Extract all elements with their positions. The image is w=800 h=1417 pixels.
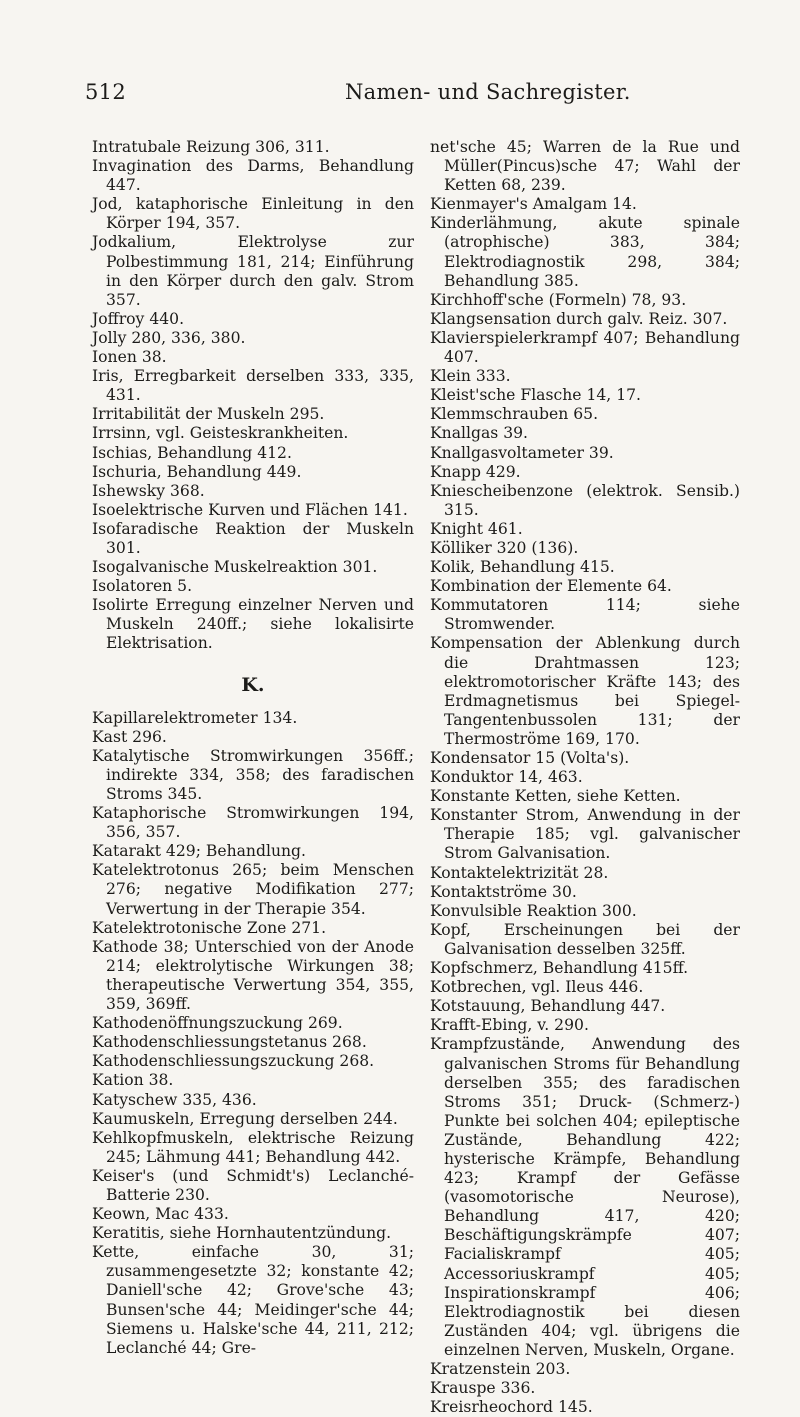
index-entry: Kaumuskeln, Erregung derselben 244. [92,1109,398,1128]
index-entry: Konduktor 14, 463. [430,768,583,787]
index-entry: Katelektrotonische Zone 271. [92,918,327,937]
index-entry: Kette, einfache 30, 31; zusammengesetzte 32; konstante 42; Daniell'sche 42; Grove'sche 43; Bunsen'sche 44; Meidinger'sche 44; Siemens u. Halske'sche 44, 211, 212; Leclanché 44; Gre- [92,1243,414,1357]
index-entry: Klein 333. [430,367,511,386]
index-entry: Isolirte Erregung einzelner Nerven und Muskeln 240ff.; siehe lokalisirte Elektrisation. [92,596,414,653]
index-entry: Intratubale Reizung 306, 311. [92,138,330,156]
index-entry: Kapillarelektrometer 134. [92,708,298,727]
index-entry: Ischuria, Behandlung 449. [92,462,302,481]
index-entry: Kathodenöffnungszuckung 269. [92,1014,343,1033]
index-entry: Kienmayer's Amalgam 14. [430,195,637,214]
index-entry: Isofaradische Reaktion der Muskeln 301. [92,519,414,557]
index-entry: Jolly 280, 336, 380. [92,328,246,347]
index-entry: Katarakt 429; Behandlung. [92,842,306,861]
index-entry: Knallgas 39. [430,424,529,443]
index-entry: Jod, kataphorische Einleitung in den Körper 194, 357. [92,195,414,233]
index-entry: Kehlkopfmuskeln, elektrische Reizung 245; Lähmung 441; Behandlung 442. [92,1128,414,1166]
page-number: 512 [85,80,126,104]
index-entry: Krafft-Ebing, v. 290. [430,1016,589,1035]
index-entry: Klemmschrauben 65. [430,405,599,424]
index-entry: Katyschew 335, 436. [92,1090,257,1109]
index-entry: Konstante Ketten, siehe Ketten. [430,787,681,806]
index-entry: Isoelektrische Kurven und Flächen 141. [92,500,408,519]
index-entry: Kast 296. [92,727,167,746]
index-entry: Irrsinn, vgl. Geisteskrankheiten. [92,424,349,443]
index-entry: Kathode 38; Unterschied von der Anode 214; elektrolytische Wirkungen 38; therapeutische Verwertung 354, 355, 359, 369ff. [92,937,414,1014]
index-entry: Jodkalium, Elektrolyse zur Polbestimmung 181, 214; Einführung in den Körper durch den galv. Strom 357. [92,233,414,309]
index-entry: Kreisrheochord 145. [430,1398,593,1417]
index-entry: Kotbrechen, vgl. Ileus 446. [430,978,644,997]
index-entry: Ishewsky 368. [92,481,205,500]
index-entry: Konstanter Strom, Anwendung in der Therapie 185; vgl. galvanischer Strom Galvanisation. [430,806,740,863]
index-entry: Krampfzustände, Anwendung des galvanischen Stroms für Behandlung derselben 355; des faradischen Stroms 351; Druck- (Schmerz-) Punkte bei solchen 404; epileptische Zustände, Behandlung 422; hysterische Krämpfe, Behandlung 423; Krampf der Gefässe (vasomotorische Neurose), Behandlung 417, 420; Beschäftigungskrämpfe 407; Facialiskrampf 405; Accessoriuskrampf 405; Inspirationskrampf 406; Elektrodiagnostik bei diesen Zuständen 404; vgl. übrigens die einzelnen Nerven, Muskeln, Organe. [430,1035,740,1359]
index-entry: Krauspe 336. [430,1379,536,1398]
index-entry: net'sche 45; Warren de la Rue und Müller(Pincus)sche 47; Wahl der Ketten 68, 239. [430,138,740,195]
index-entry: Klangsensation durch galv. Reiz. 307. [430,309,728,328]
index-entry: Konvulsible Reaktion 300. [430,901,637,920]
index-entry: Kommutatoren 114; siehe Stromwender. [430,596,740,634]
index-entry: Kontaktelektrizität 28. [430,863,609,882]
index-entry: Keiser's (und Schmidt's) Leclanché-Batterie 230. [92,1166,414,1204]
index-entry: Kleist'sche Flasche 14, 17. [430,386,641,405]
index-entry: Katelektrotonus 265; beim Menschen 276; negative Modifikation 277; Verwertung in der Therapie 354. [92,861,414,918]
index-entry: Kinderlähmung, akute spinale (atrophische) 383, 384; Elektrodiagnostik 298, 384; Behandlung 385. [430,214,740,290]
index-entry: Joffroy 440. [92,309,185,328]
index-entry: Irritabilität der Muskeln 295. [92,405,325,424]
index-entry: Kompensation der Ablenkung durch die Drahtmassen 123; elektromotorischer Kräfte 143; des Erdmagnetismus bei Spiegel-Tangentenbussolen 131; der Thermoströme 169, 170. [430,634,740,748]
index-entry: Knapp 429. [430,462,521,481]
index-entry: Kation 38. [92,1071,174,1090]
index-entry: Iris, Erregbarkeit derselben 333, 335, 431. [92,367,414,405]
index-entry: Kopfschmerz, Behandlung 415ff. [430,959,689,978]
index-entry: Kölliker 320 (136). [430,538,579,557]
running-title: Namen- und Sachregister. [345,80,631,104]
index-entry: Isogalvanische Muskelreaktion 301. [92,558,378,577]
index-entry: Kratzenstein 203. [430,1360,571,1378]
index-entry: Knallgasvoltameter 39. [430,443,614,462]
index-entry: Kathodenschliessungstetanus 268. [92,1033,367,1052]
index-entry: Ionen 38. [92,348,167,367]
index-entry: Klavierspielerkrampf 407; Behandlung 407. [430,328,740,367]
index-entry: Kontaktströme 30. [430,882,577,901]
index-entry: Knight 461. [430,519,523,538]
index-entry: Kotstauung, Behandlung 447. [430,997,666,1016]
index-entry: Keown, Mac 433. [92,1205,229,1224]
section-heading: K. [241,673,265,696]
index-column-right [430,138,740,1417]
index-entry: Kathodenschliessungszuckung 268. [92,1052,375,1071]
index-entry: Kirchhoff'sche (Formeln) 78, 93. [430,290,687,309]
index-entry: Ischias, Behandlung 412. [92,443,292,462]
index-entry: Kniescheibenzone (elektrok. Sensib.) 315. [430,481,740,519]
index-entry: Kopf, Erscheinungen bei der Galvanisation desselben 325ff. [430,920,740,958]
index-entry: Kolik, Behandlung 415. [430,558,615,577]
index-entry: Kataphorische Stromwirkungen 194, 356, 357. [92,804,414,842]
index-entry: Keratitis, siehe Hornhautentzündung. [92,1224,392,1243]
index-entry: Kombination der Elemente 64. [430,577,672,596]
index-entry: Katalytische Stromwirkungen 356ff.; indirekte 334, 358; des faradischen Stroms 345. [92,746,414,803]
index-entry: Kondensator 15 (Volta's). [430,749,630,767]
index-column-left [92,138,414,1358]
index-entry: Invagination des Darms, Behandlung 447. [92,157,414,195]
index-entry: Isolatoren 5. [92,577,193,596]
